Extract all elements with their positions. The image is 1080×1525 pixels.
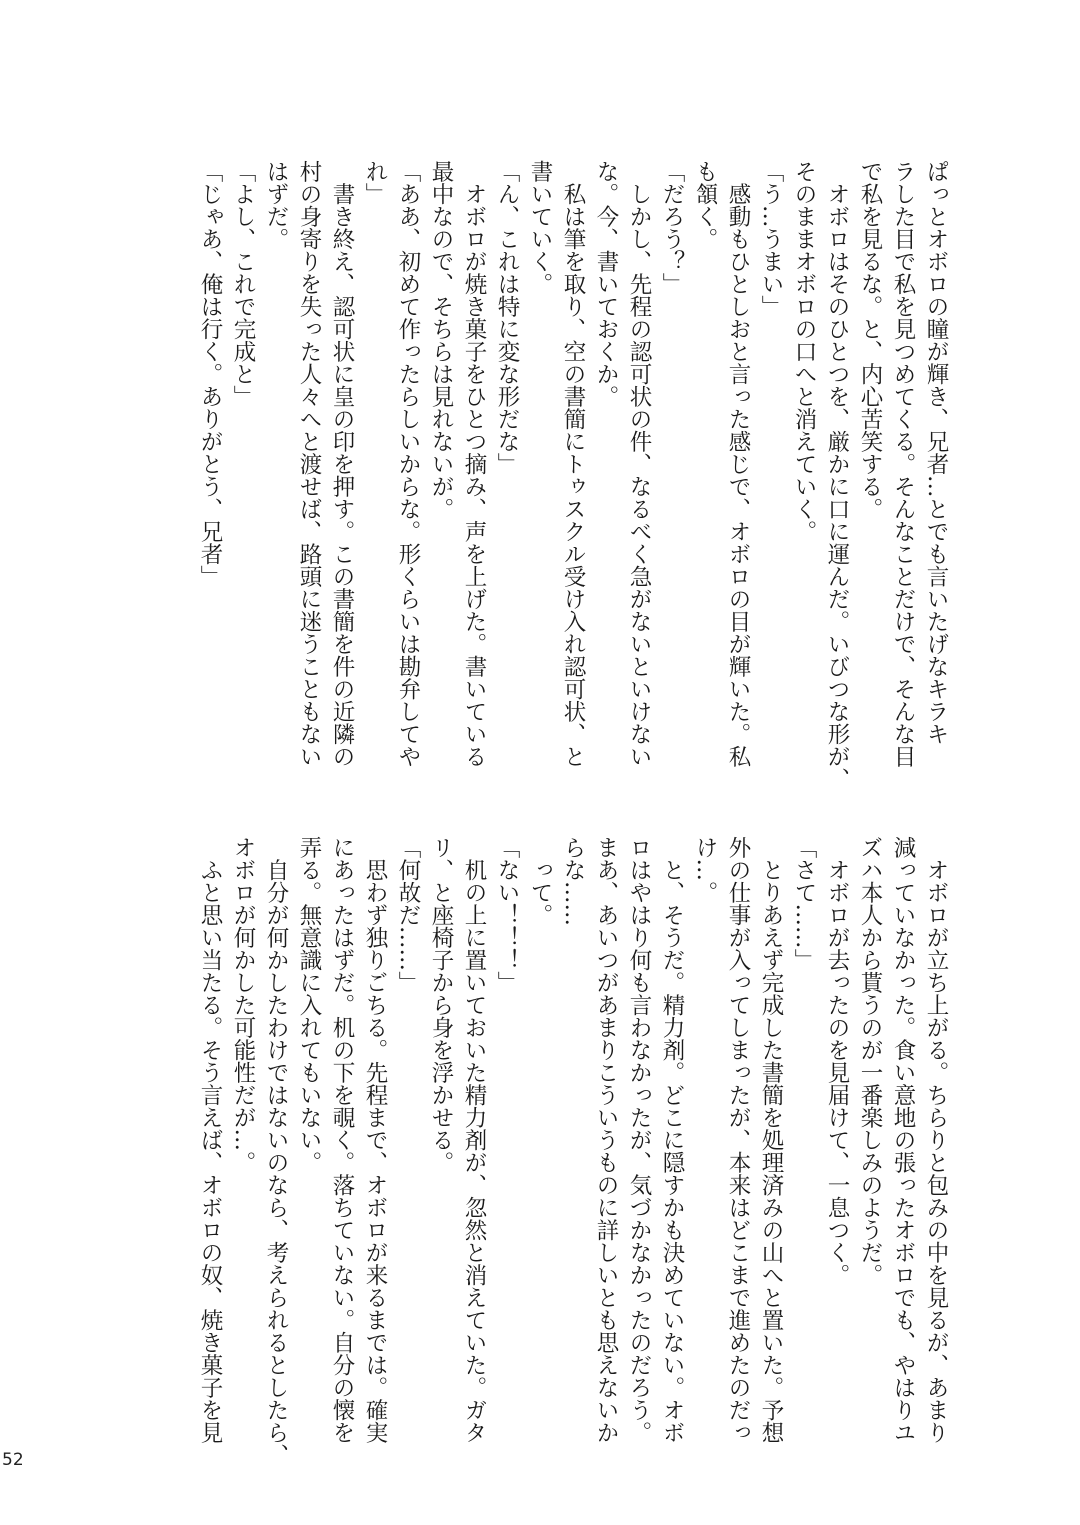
text-line: 「じゃあ、俺は行く。ありがとう、兄者」	[197, 160, 223, 588]
text-line: オボロが何かした可能性だが…。	[230, 836, 256, 1174]
text-line: 外の仕事が入ってしまったが、本来はどこまで進めたのだっ	[725, 836, 751, 1444]
text-line: ズハ本人から貰うのが一番楽しみのようだ。	[857, 836, 883, 1286]
text-line: 最中なので、そちらは見れないが。	[428, 160, 454, 520]
text-line: リ、と座椅子から身を浮かせる。	[428, 836, 454, 1174]
text-line: らな……	[560, 836, 586, 926]
text-block-top	[182, 160, 952, 790]
text-line: 感動もひとしおと言った感じで、オボロの目が輝いた。私	[725, 160, 751, 768]
text-line: れ」	[362, 160, 388, 205]
text-line: ロはやはり何も言わなかったが、気づかなかったのだろう。	[626, 836, 652, 1444]
text-line: 私は筆を取り、空の書簡にトゥスクル受け入れ認可状、と	[560, 160, 586, 768]
text-line: で私を見るな。と、内心苦笑する。	[857, 160, 883, 520]
text-line: 「ん、これは特に変な形だな」	[494, 160, 520, 475]
text-line: はずだ。	[263, 160, 289, 250]
text-line: にあったはずだ。机の下を覗く。落ちていない。自分の懐を	[329, 836, 355, 1444]
text-line: ぱっとオボロの瞳が輝き、兄者…とでも言いたげなキラキ	[923, 160, 949, 745]
text-line: 「ああ、初めて作ったらしいからな。形くらいは勘弁してや	[395, 160, 421, 768]
text-line: と、そうだ。精力剤。どこに隠すかも決めていない。オボ	[659, 836, 685, 1444]
text-line: 書いていく。	[527, 160, 553, 295]
text-line: 弄る。無意識に入れてもいない。	[296, 836, 322, 1174]
page-number: 52	[2, 1450, 24, 1470]
text-line: 「ない！！！」	[494, 836, 520, 994]
text-line: 思わず独りごちる。先程まで、オボロが来るまでは。確実	[362, 836, 388, 1444]
text-line: 「さて……」	[791, 836, 817, 971]
text-line: そのままオボロの口へと消えていく。	[791, 160, 817, 543]
text-line: オボロはそのひとつを、厳かに口に運んだ。いびつな形が、	[824, 160, 850, 790]
text-line: ラした目で私を見つめてくる。そんなことだけで、そんな目	[890, 160, 916, 768]
text-line: も頷く。	[692, 160, 718, 250]
text-line: 減っていなかった。食い意地の張ったオボロでも、やはりユ	[890, 836, 916, 1444]
text-line: まあ、あいつがあまりこういうものに詳しいとも思えないか	[593, 836, 619, 1444]
text-line: 「う…うまい」	[758, 160, 784, 318]
text-line: 自分が何かしたわけではないのなら、考えられるとしたら、	[263, 836, 289, 1466]
text-line: オボロが立ち上がる。ちらりと包みの中を見るが、あまり	[923, 836, 949, 1444]
text-line: オボロが焼き菓子をひとつ摘み、声を上げた。書いている	[461, 160, 487, 768]
text-line: オボロが去ったのを見届けて、一息つく。	[824, 836, 850, 1286]
text-line: 村の身寄りを失った人々へと渡せば、路頭に迷うこともない	[296, 160, 322, 768]
text-line: な。今、書いておくか。	[593, 160, 619, 408]
text-block-bottom	[182, 836, 952, 1466]
text-line: 「だろう？」	[659, 160, 685, 295]
text-line: 「何故だ……」	[395, 836, 421, 994]
text-line: ふと思い当たる。そう言えば、オボロの奴、焼き菓子を見	[197, 836, 223, 1444]
text-line: 書き終え、認可状に皇の印を押す。この書簡を件の近隣の	[329, 160, 355, 768]
text-line: とりあえず完成した書簡を処理済みの山へと置いた。予想	[758, 836, 784, 1444]
text-line: しかし、先程の認可状の件、なるべく急がないといけない	[626, 160, 652, 768]
text-line: って。	[527, 836, 553, 926]
text-line: 「よし、これで完成と」	[230, 160, 256, 408]
text-line: け…。	[692, 836, 718, 904]
text-line: 机の上に置いておいた精力剤が、忽然と消えていた。ガタ	[461, 836, 487, 1444]
